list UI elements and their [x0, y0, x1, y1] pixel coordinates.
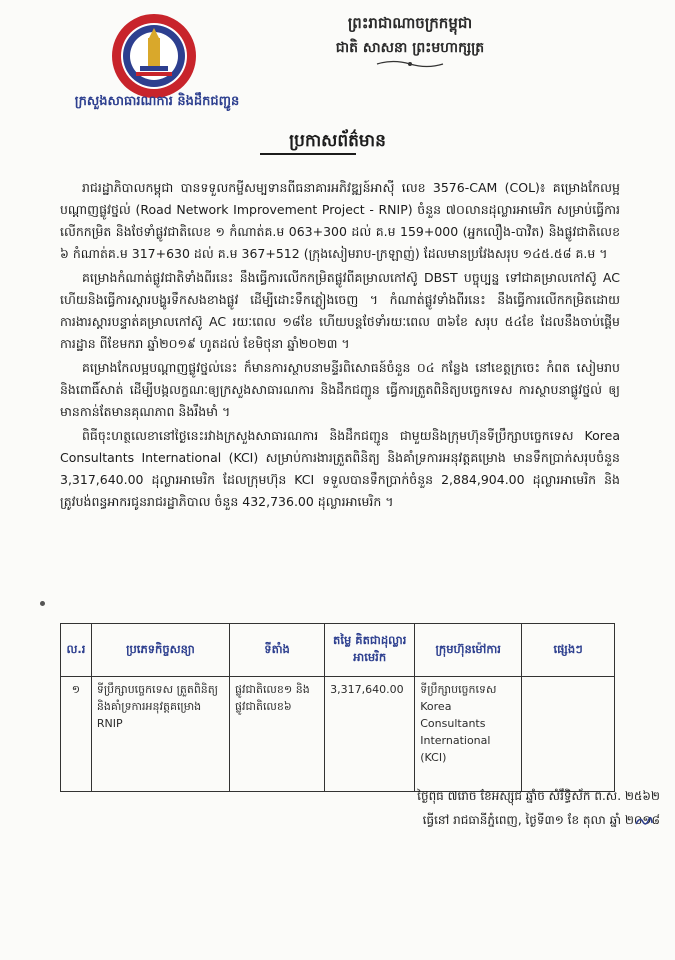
cell-cost: 3,317,640.00	[325, 677, 415, 792]
header-location: ទីតាំង	[230, 624, 325, 677]
header-number: ល.រ	[61, 624, 92, 677]
cell-other	[522, 677, 615, 792]
cell-number: ១	[61, 677, 92, 792]
cell-firm: ទីប្រឹក្សាបច្ចេកទេស Korea Consultants International (KCI)	[415, 677, 522, 792]
signature-mark-icon	[634, 814, 654, 828]
header-other: ផ្សេងៗ	[522, 624, 615, 677]
cell-location: ផ្លូវជាតិលេខ១ និងផ្លូវជាតិលេខ៦	[230, 677, 325, 792]
header-contract-type: ប្រភេទកិច្ចសន្យា	[91, 624, 229, 677]
margin-mark	[40, 601, 45, 606]
place-and-date: ធ្វើនៅ រាជធានីភ្នំពេញ, ថ្ងៃទី៣១ ខែ តុលា ឆ្នាំ ២០១៨	[422, 813, 660, 827]
document-body	[60, 177, 620, 515]
title-underline	[260, 153, 356, 155]
national-motto: ជាតិ សាសនា ព្រះមហាក្សត្រ	[335, 40, 485, 56]
ministry-name: ក្រសួងសាធារណការ និងដឹកជញ្ជូន	[74, 94, 240, 109]
kingdom-heading: ព្រះរាជាណាចក្រកម្ពុជា	[347, 14, 473, 32]
ornament-divider-icon	[375, 60, 445, 68]
table-header-row	[61, 624, 615, 677]
paragraph-loan: រាជរដ្ឋាភិបាលកម្ពុជា បានទទួលកម្ចីសម្បទានពីធនាគារអភិវឌ្ឍន៍អាស៊ី លេខ 3576-CAM (COL)៖ គម្រោងកែលម្អបណ្តាញផ្លូវថ្នល់ (Road Network Improvement Project - RNIP) ចំនួន ៧០លានដុល្លារអាមេរិក សម្រាប់ធ្វើការលើកកម្រិត និងថែទាំផ្លូវជាតិលេខ ១ កំណាត់គ.ម 063+300 ដល់ គ.ម 159+000 (អ្នកលឿង-បាវិត) និងផ្លូវជាតិលេខ ៦ កំណាត់គ.ម 317+630 ដល់ គ.ម 367+512 (ក្រុងសៀមរាប-ក្រឡាញ់) ដែលមានប្រវែងសរុប ១៤៥.៥៨ គ.ម ។	[60, 180, 620, 261]
paragraph-signing: ពិធីចុះហត្ថលេខានៅថ្ងៃនេះរវាងក្រសួងសាធារណការ និងដឹកជញ្ជូន ជាមួយនិងក្រុមហ៊ុនទីប្រឹក្សាបច្ចេកទេស Korea Consultants International (KCI) សម្រាប់ការងារត្រួតពិនិត្យ និងគាំទ្រការអនុវត្តគម្រោង មានទឹកប្រាក់សរុបចំនួន 3,317,640.00 ដុល្លារអាមេរិក ដែលក្រុមហ៊ុន KCI ទទួលបានទឹកប្រាក់ចំនួន 2,884,904.00 ដុល្លារអាមេរិក និងត្រូវបង់ពន្ធអាករជូនរាជរដ្ឋាភិបាល ចំនួន 432,736.00 ដុល្លារអាមេរិក ។	[60, 428, 620, 509]
contract-table	[60, 623, 615, 792]
lunar-date: ថ្ងៃពុធ ៧រោច ខែអស្សុជ ឆ្នាំច សំរឹទ្ធិស័ក ព.ស. ២៥៦២	[417, 789, 660, 803]
header-firm: ក្រុមហ៊ុនម៉ៅការ	[415, 624, 522, 677]
paragraph-laboratories: គម្រោងកែលម្អបណ្តាញផ្លូវថ្នល់នេះ ក៏មានការស្ថាបនាមន្ទីរពិសោធន៍ចំនួន ០៤ កន្លែង នៅខេត្តក្រចេះ កំពត សៀមរាប និងពោធិ៍សាត់ ដើម្បីបង្កលក្ខណៈឲ្យក្រសួងសាធារណការ និងដឹកជញ្ជូន ធ្វើការត្រួតពិនិត្យបច្ចេកទេស ការស្ថាបនាផ្លូវថ្នល់ ឲ្យមានកាន់តែមានគុណភាព និងរឹងមាំ ។	[60, 360, 620, 419]
table-row	[61, 677, 615, 792]
paragraph-upgrade: គម្រោងកំណាត់ផ្លូវជាតិទាំងពីរនេះ នឹងធ្វើការលើកកម្រិតផ្លូវពីគម្រាលកៅស៊ូ DBST បច្ចុប្បន្ន ទៅជាគម្រាលកៅស៊ូ AC ហើយនិងធ្វើការស្តារបង្ហូរទឹកសងខាងផ្លូវ ដើម្បីដោះទឹកភ្លៀងចេញ ។ កំណាត់ផ្លូវទាំងពីរនេះ នឹងធ្វើការលើកកម្រិតដោយការងារស្តារបន្ទាត់គម្រាលកៅស៊ូ AC រយៈពេល ១៨ខែ ហើយបន្តថែទាំរយៈពេល ៣៦ខែ សរុប ៥៤ខែ ដែលនឹងចាប់ផ្តើមការដ្ឋាន ពីខែមករា ឆ្នាំ២០១៩ ហូតដល់ ខែមិថុនា ឆ្នាំ២០២៣ ។	[60, 270, 620, 351]
cell-contract-type: ទីប្រឹក្សាបច្ចេកទេស ត្រួតពិនិត្យ និងគាំទ្រការអនុវត្តគម្រោង RNIP	[91, 677, 229, 792]
header-cost: តម្លៃ គិតជាដុល្លារអាមេរិក	[325, 624, 415, 677]
ministry-logo	[110, 12, 198, 100]
document-title: ប្រកាសព័ត៌មាន	[289, 131, 386, 151]
